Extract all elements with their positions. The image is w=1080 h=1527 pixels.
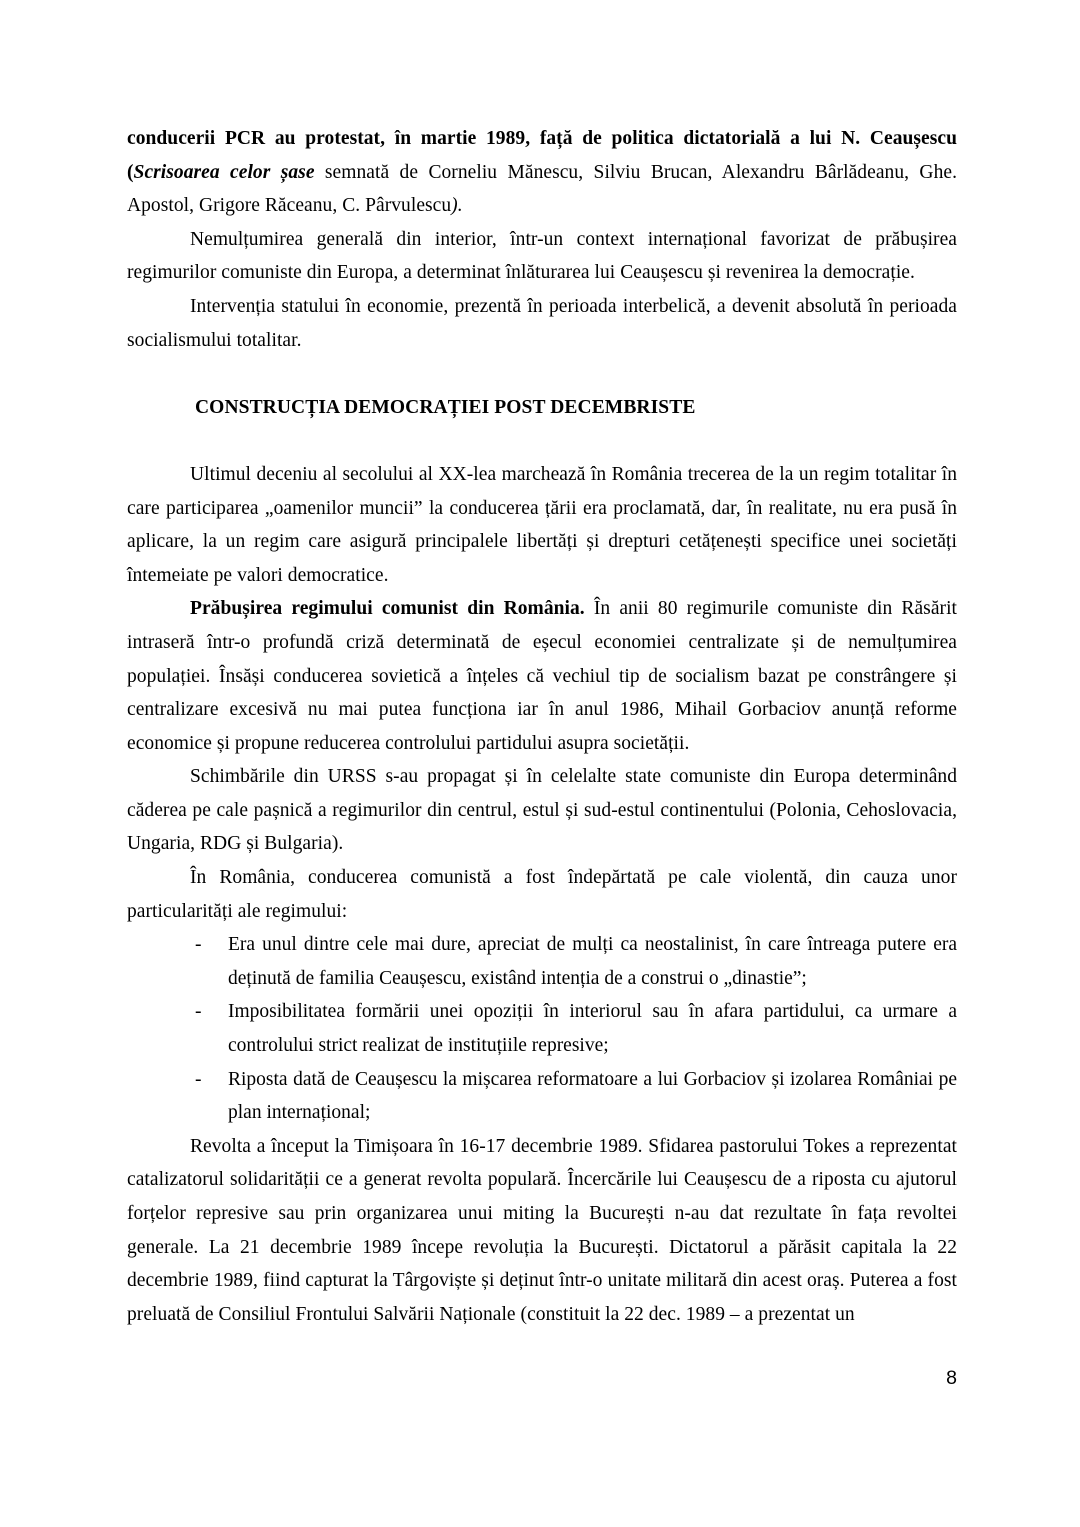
paragraph-schimbarile-urss: Schimbările din URSS s-au propagat și în celelalte state comuniste din Europa determinând căderea pe cale pașnică a regimurilor din centrul, estul și sud-estul continentului (Polonia, Cehoslovacia, Ungaria, RDG și Bulgaria). (127, 766, 957, 855)
dash-bullet-icon: - (195, 1068, 202, 1090)
paragraph-bold-run: conducerii PCR au protestat, în martie 1989, față de politica dictatorială a lui N. Ceaușescu ( (127, 128, 957, 183)
dash-bullet-icon: - (195, 1001, 202, 1023)
heading-spacer-above (127, 357, 957, 391)
paragraph-interventia: Intervenția statului în economie, prezentă în perioada interbelică, a devenit absolută în perioada socialismului totalitar. (127, 295, 957, 351)
list-item-label: Era unul dintre cele mai dure, apreciat de mulți ca neostalinist, în care întreaga putere era deținută de familia Ceaușescu, existând intenția de a construi o „dinastie”; (228, 934, 957, 989)
paragraph-bold-italic-title: Scrisoarea celor șase (133, 161, 315, 183)
paragraph-in-romania: În România, conducerea comunistă a fost îndepărtată pe cale violentă, din cauza unor particularități ale regimului: (127, 867, 957, 922)
dash-bullet-icon: - (195, 934, 202, 956)
list-item (127, 995, 957, 1062)
paragraph-ultimul-deceniu: Ultimul deceniu al secolului al XX-lea marchează în România trecerea de la un regim totalitar în care participarea „oamenilor muncii” la conducerea țării era proclamată, dar, în realitate, nu era pusă în aplicare, la un regim care asigură principalele libertăți și drepturi cetățenești specifice unei societăți întemeiate pe valori democratice. (127, 463, 957, 586)
list-item (127, 1063, 957, 1130)
paragraph-italic-close-paren: ). (451, 195, 463, 217)
list-item-label: Imposibilitatea formării unei opoziții în interiorul sau în afara partidului, ca urmare a controlului strict realizat de instituțiile represive; (228, 1001, 957, 1057)
list-item (127, 928, 957, 995)
paragraph-normal-run: semnată de Corneliu Mănescu, Silviu Brucan, Alexandru Bârlădeanu, Ghe. Apostol, Grigore Răceanu, C. Pârvulescu (127, 161, 957, 217)
paragraph-prabusirea-regimului (127, 592, 957, 760)
paragraph-lead-rest: În anii 80 regimurile comuniste din Răsărit intraseră într-o profundă criză determinată de eșecul economiei centralizate și de nemulțumirea populației. Însăși conducerea sovietică a înțeles că vechiul tip de socialism bazat pe constrângere și centralizare excesivă nu mai putea funcționa iar în anul 1986, Mihail Gorbaciov anunță reforme economice și propune reducerea controlului partidului asupra societății. (127, 598, 958, 754)
paragraph-nemultumirea: Nemulțumirea generală din interior, într-un context internațional favorizat de prăbușirea regimurilor comuniste din Europa, a determinat înlăturarea lui Ceaușescu și revenirea la democrație. (127, 228, 957, 284)
particularities-list (127, 928, 957, 1130)
paragraph-continuation-top (127, 122, 957, 223)
paragraph-lead-bold: Prăbușirea regimului comunist din România. (190, 598, 585, 620)
paragraph-revolta-timisoara: Revolta a început la Timișoara în 16-17 decembrie 1989. Sfidarea pastorului Tokes a reprezentat catalizatorul solidarității ce a generat revolta populară. Încercările lui Ceaușescu de a riposta cu ajutorul forțelor represive sau prin organizarea unui miting la București n-au dat rezultate în fața revoltei generale. La 21 decembrie 1989 începe revoluția la București. Dictatorul a părăsit capitala la 22 decembrie 1989, fiind capturat la Târgoviște și deținut într-o unitate militară din acest oraș. Puterea a fost preluată de Consiliul Frontului Salvării Naționale (constituit la 22 dec. 1989 – a prezentat un (127, 1135, 957, 1325)
page-number: 8 (946, 1367, 957, 1389)
section-heading: CONSTRUCȚIA DEMOCRAȚIEI POST DECEMBRISTE (195, 396, 696, 418)
list-item-label: Riposta dată de Ceaușescu la mișcarea reformatoare a lui Gorbaciov și izolarea Româniai pe plan internațional; (228, 1068, 957, 1124)
heading-spacer-below (127, 424, 957, 458)
text-column (127, 122, 957, 1331)
